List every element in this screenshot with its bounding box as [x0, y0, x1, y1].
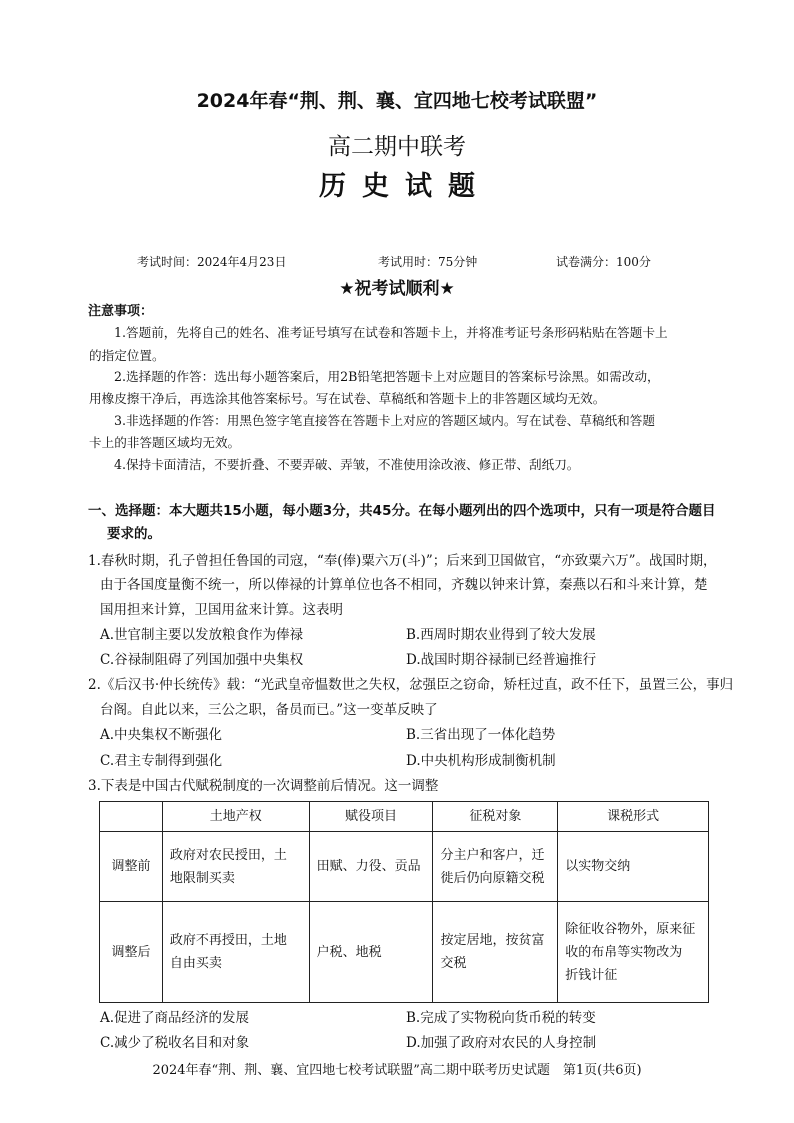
cell-line: 地限制买卖: [169, 870, 235, 886]
question-2-option-a[interactable]: A.中央集权不断强化: [100, 727, 223, 743]
table-cell: [162, 902, 309, 1003]
question-1-stem: 1.春秋时期，孔子曾担任鲁国的司寇，“奉(俸)粟六万(斗)”；后来到卫国做官，“亦致粟六万”。战国时期，: [88, 553, 717, 569]
table-header-row: [100, 802, 709, 832]
question-2-stem: 2.《后汉书·仲长统传》载：“光武皇帝愠数世之失权，忿强臣之窃命，矫枉过直，政不任下，虽置三公，事归: [88, 677, 734, 693]
question-2-option-c[interactable]: C.君主专制得到强化: [100, 753, 223, 769]
table-cell: [558, 832, 709, 902]
question-1-option-d[interactable]: D.战国时期谷禄制已经普遍推行: [406, 652, 597, 668]
section-heading: 一、选择题：本大题共15小题，每小题3分，共45分。在每小题列出的四个选项中，只有一项是符合题目: [88, 503, 716, 519]
table-cell: [162, 832, 309, 902]
section-heading-cont: 要求的。: [107, 526, 161, 542]
tax-reform-table: [99, 801, 709, 1003]
table-header: 赋役项目: [309, 802, 433, 832]
note-line: 1.答题前，先将自己的姓名、准考证号填写在试卷和答题卡上，并将准考证号条形码粘贴在答题卡上: [114, 325, 668, 340]
cell-line: 收的布帛等实物改为: [565, 944, 683, 960]
cell-line: 按定居地，按贫富: [440, 933, 545, 948]
table-cell: [433, 832, 558, 902]
note-line: 4.保持卡面清洁，不要折叠、不要弄破、弄皱，不准使用涂改液、修正带、刮纸刀。: [114, 457, 580, 472]
table-header: 土地产权: [162, 802, 309, 832]
cell-line: 以实物交纳: [565, 859, 631, 874]
cell-line: 交税: [440, 956, 467, 971]
question-3-option-b[interactable]: B.完成了实物税向货币税的转变: [406, 1010, 596, 1026]
subject-title: 历史试题: [319, 171, 491, 202]
question-1-stem: 国用担来计算，卫国用盆来计算。这表明: [100, 602, 343, 618]
cell-line: 户税、地税: [316, 944, 382, 960]
table-header: [100, 802, 163, 832]
note-line: 3.非选择题的作答：用黑色签字笔直接答在答题卡上对应的答题区域内。写在试卷、草稿纸和答题: [114, 413, 655, 428]
table-row: [100, 832, 709, 902]
good-luck-banner: ★祝考试顺利★: [339, 279, 455, 299]
table-cell: [309, 902, 433, 1003]
question-3-option-c[interactable]: C.减少了税收名目和对象: [100, 1035, 250, 1051]
cell-line: 分主户和客户，迁: [440, 847, 545, 863]
table-header: 征税对象: [433, 802, 558, 832]
question-1-option-b[interactable]: B.西周时期农业得到了较大发展: [406, 627, 596, 643]
table-row-label: 调整后: [100, 902, 163, 1003]
cell-line: 自由买卖: [169, 956, 222, 971]
table-row: [100, 902, 709, 1003]
exam-subtitle: 高二期中联考: [328, 134, 466, 160]
question-3-stem: 3.下表是中国古代赋税制度的一次调整前后情况。这一调整: [88, 778, 439, 794]
table-row-label: 调整前: [100, 832, 163, 902]
table-cell: [309, 832, 433, 902]
question-2-option-b[interactable]: B.三省出现了一体化趋势: [406, 727, 556, 743]
note-line: 的指定位置。: [89, 348, 165, 363]
question-1-stem: 由于各国度量衡不统一，所以俸禄的计算单位也各不相同，齐魏以钟来计算，秦燕以石和斗来计算，楚: [100, 577, 708, 593]
notes-title: 注意事项：: [88, 304, 154, 319]
exam-full-score: 试卷满分：100分: [556, 255, 651, 269]
cell-line: 除征收谷物外，原来征: [565, 921, 696, 937]
table-header: 课税形式: [558, 802, 709, 832]
table-cell: [558, 902, 709, 1003]
table-cell: [433, 902, 558, 1003]
cell-line: 政府对农民授田，土: [169, 847, 287, 863]
note-line: 2.选择题的作答：选出每小题答案后，用2B铅笔把答题卡上对应题目的答案标号涂黑。如需改动，: [114, 369, 660, 384]
page-footer: 2024年春“荆、荆、襄、宜四地七校考试联盟”高二期中联考历史试题 第1页(共6页): [152, 1063, 642, 1078]
cell-line: 徙后仍向原籍交税: [440, 870, 545, 886]
note-line: 用橡皮擦干净后，再选涂其他答案标号。写在试卷、草稿纸和答题卡上的非答题区域均无效。: [89, 391, 606, 406]
cell-line: 田赋、力役、贡品: [316, 859, 421, 874]
question-1-option-c[interactable]: C.谷禄制阻碍了列国加强中央集权: [100, 652, 304, 668]
exam-title: 2024年春“荆、荆、襄、宜四地七校考试联盟”: [196, 90, 598, 112]
exam-duration: 考试用时：75分钟: [378, 255, 478, 269]
question-2-option-d[interactable]: D.中央机构形成制衡机制: [406, 753, 556, 769]
question-1-option-a[interactable]: A.世官制主要以发放粮食作为俸禄: [100, 627, 304, 643]
cell-line: 政府不再授田，土地: [169, 933, 287, 948]
question-3-option-d[interactable]: D.加强了政府对农民的人身控制: [406, 1035, 597, 1051]
question-3-option-a[interactable]: A.促进了商品经济的发展: [100, 1010, 250, 1026]
question-2-stem: 台阁。自此以来，三公之职，备员而已。”这一变革反映了: [100, 702, 438, 718]
exam-date: 考试时间：2024年4月23日: [137, 255, 287, 269]
cell-line: 折钱计征: [565, 967, 618, 983]
note-line: 卡上的非答题区域均无效。: [89, 435, 241, 450]
